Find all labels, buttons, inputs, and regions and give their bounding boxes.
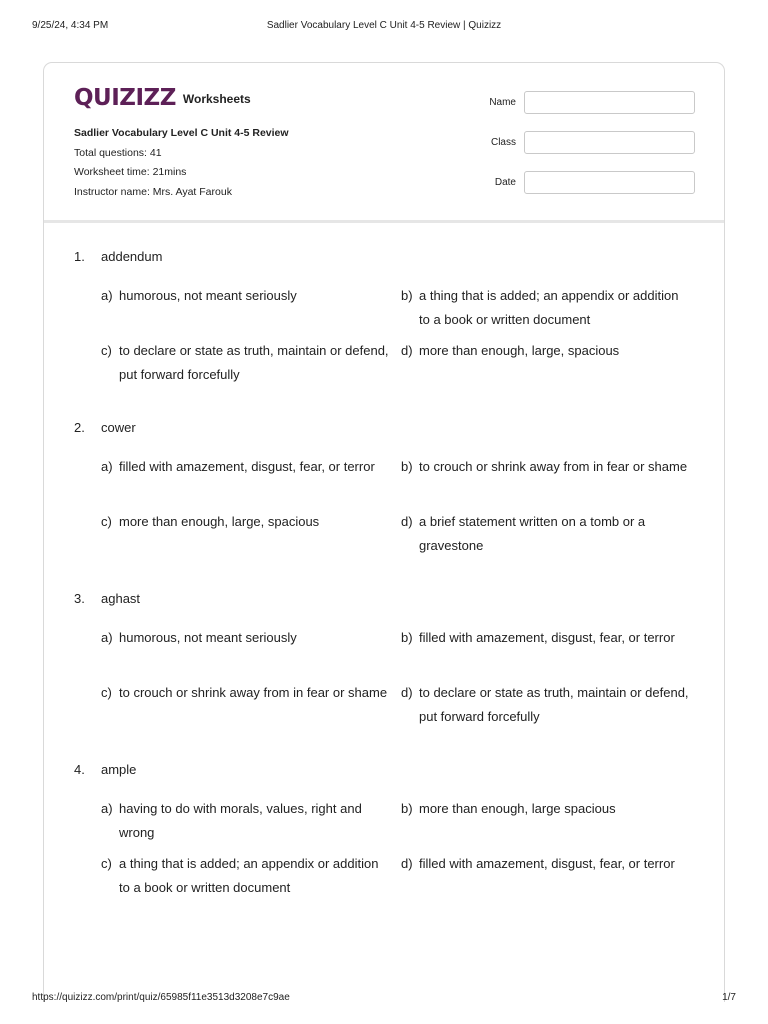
option-text: humorous, not meant seriously bbox=[119, 630, 297, 645]
option-text: to crouch or shrink away from in fear or shame bbox=[119, 685, 388, 700]
name-input[interactable] bbox=[524, 91, 695, 114]
option-text: filled with amazement, disgust, fear, or terror bbox=[419, 856, 675, 871]
question bbox=[74, 761, 694, 895]
question-word: cower bbox=[101, 420, 136, 435]
question-word: addendum bbox=[101, 249, 163, 264]
answer-option bbox=[101, 455, 391, 479]
answer-option bbox=[401, 510, 691, 557]
class-field bbox=[474, 131, 695, 154]
question-number: 2. bbox=[74, 420, 85, 435]
answer-option bbox=[401, 797, 691, 821]
option-text: to declare or state as truth, maintain or defend, put forward forcefully bbox=[119, 343, 389, 382]
option-text: to crouch or shrink away from in fear or shame bbox=[419, 459, 688, 474]
option-letter: a) bbox=[101, 801, 113, 816]
option-text: more than enough, large, spacious bbox=[119, 514, 320, 529]
worksheet-title: Sadlier Vocabulary Level C Unit 4-5 Review bbox=[74, 127, 289, 139]
answer-option bbox=[401, 852, 691, 876]
option-text: more than enough, large spacious bbox=[419, 801, 616, 816]
option-text: humorous, not meant seriously bbox=[119, 288, 297, 303]
answer-option bbox=[401, 284, 691, 331]
class-input[interactable] bbox=[524, 131, 695, 154]
answer-option bbox=[101, 510, 391, 534]
quizizz-logo bbox=[74, 83, 251, 113]
question-number: 4. bbox=[74, 762, 85, 777]
option-text: filled with amazement, disgust, fear, or terror bbox=[419, 630, 675, 645]
option-letter: b) bbox=[401, 630, 413, 645]
option-letter: d) bbox=[401, 685, 413, 700]
worksheet-time: Worksheet time: 21mins bbox=[74, 166, 187, 178]
instructor-name: Instructor name: Mrs. Ayat Farouk bbox=[74, 185, 232, 198]
question-word: aghast bbox=[101, 591, 141, 606]
option-letter: b) bbox=[401, 288, 413, 303]
date-label: Date bbox=[494, 177, 516, 188]
name-label: Name bbox=[489, 97, 516, 108]
date-input[interactable] bbox=[524, 171, 695, 194]
option-letter: a) bbox=[101, 459, 113, 474]
print-url: https://quizizz.com/print/quiz/65985f11e3513d3208e7c9ae bbox=[32, 992, 290, 1003]
option-text: having to do with morals, values, right and wrong bbox=[119, 801, 362, 840]
option-letter: d) bbox=[401, 514, 413, 529]
answer-option bbox=[401, 681, 691, 728]
logo-section-label: Worksheets bbox=[182, 92, 251, 106]
option-text: more than enough, large, spacious bbox=[419, 343, 620, 358]
print-page-title: Sadlier Vocabulary Level C Unit 4-5 Review | Quizizz bbox=[266, 20, 502, 31]
answer-option bbox=[101, 339, 391, 386]
class-label: Class bbox=[490, 137, 516, 148]
answer-option bbox=[101, 797, 391, 844]
option-letter: d) bbox=[401, 856, 413, 871]
print-header bbox=[32, 20, 736, 34]
total-questions: Total questions: 41 bbox=[74, 146, 162, 159]
name-field bbox=[474, 91, 695, 114]
option-letter: c) bbox=[101, 343, 112, 358]
answer-option bbox=[101, 852, 391, 899]
option-letter: c) bbox=[101, 685, 112, 700]
option-letter: b) bbox=[401, 801, 413, 816]
question-word: ample bbox=[101, 762, 137, 777]
question-header bbox=[74, 590, 694, 608]
question-number: 1. bbox=[74, 249, 85, 264]
answer-option bbox=[401, 455, 691, 479]
answer-option bbox=[101, 284, 391, 308]
question-header bbox=[74, 419, 694, 437]
question-header bbox=[74, 248, 694, 266]
date-field bbox=[474, 171, 695, 194]
print-footer bbox=[32, 992, 736, 1006]
answer-option bbox=[101, 626, 391, 650]
worksheet-meta bbox=[74, 126, 289, 204]
option-letter: a) bbox=[101, 288, 113, 303]
worksheet-header bbox=[44, 63, 724, 223]
question-number: 3. bbox=[74, 591, 85, 606]
worksheet-card bbox=[43, 62, 725, 1002]
question bbox=[74, 419, 694, 553]
question bbox=[74, 590, 694, 724]
print-timestamp: 9/25/24, 4:34 PM bbox=[32, 20, 109, 31]
option-letter: a) bbox=[101, 630, 113, 645]
option-text: a thing that is added; an appendix or addition to a book or written document bbox=[419, 288, 679, 327]
logo-wordmark: QUIZIZZ bbox=[74, 85, 176, 111]
option-text: filled with amazement, disgust, fear, or terror bbox=[119, 459, 375, 474]
answer-option bbox=[401, 339, 691, 363]
option-letter: c) bbox=[101, 514, 112, 529]
answer-option bbox=[101, 681, 391, 705]
answer-option bbox=[401, 626, 691, 650]
question-header bbox=[74, 761, 694, 779]
option-text: to declare or state as truth, maintain or defend, put forward forcefully bbox=[419, 685, 689, 724]
option-text: a brief statement written on a tomb or a gravestone bbox=[419, 514, 646, 553]
option-text: a thing that is added; an appendix or addition to a book or written document bbox=[119, 856, 379, 895]
option-letter: b) bbox=[401, 459, 413, 474]
option-letter: d) bbox=[401, 343, 413, 358]
question bbox=[74, 248, 694, 382]
page-number: 1/7 bbox=[722, 992, 736, 1003]
option-letter: c) bbox=[101, 856, 112, 871]
